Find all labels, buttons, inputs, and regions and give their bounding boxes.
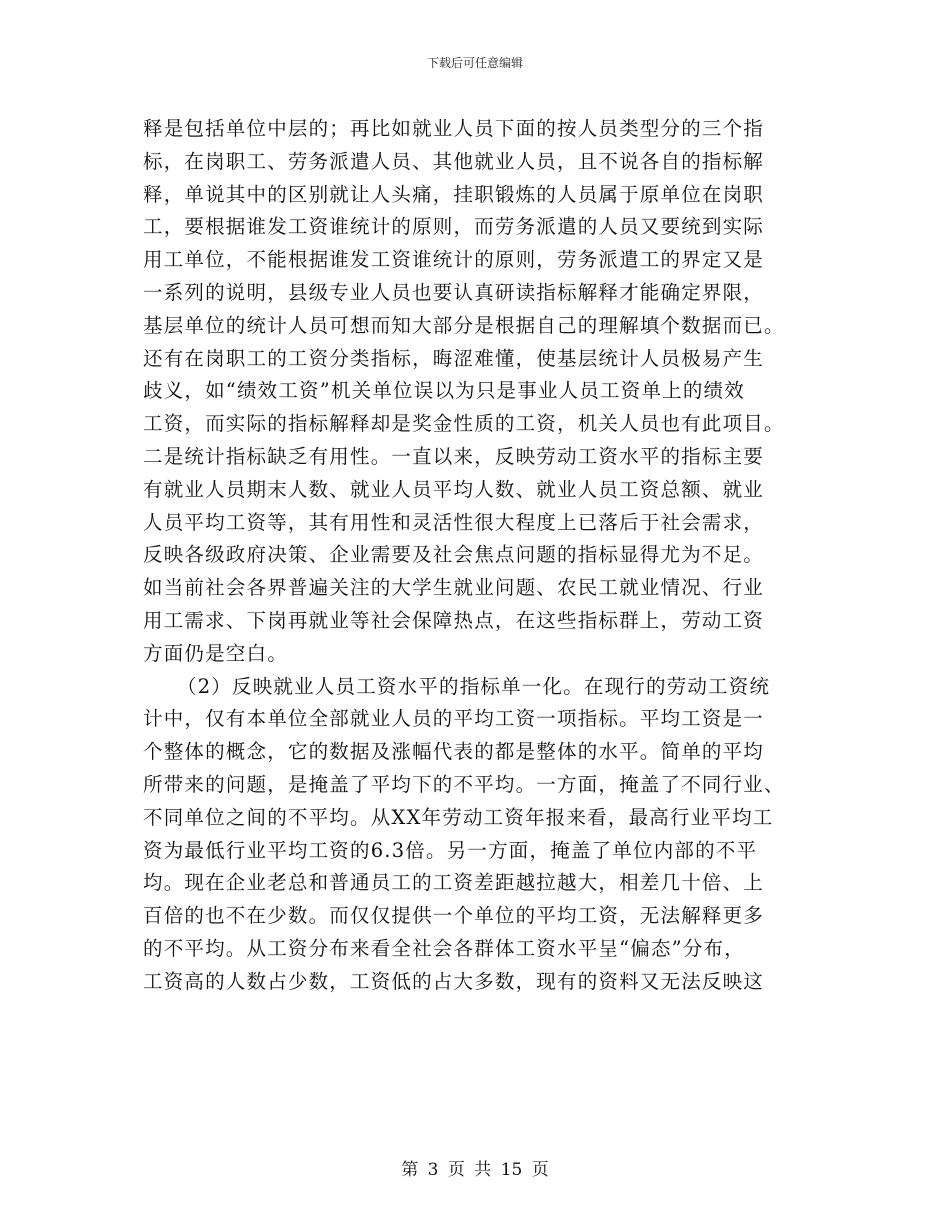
text-line: 释是包括单位中层的；再比如就业人员下面的按人员类型分的三个指: [143, 117, 765, 140]
text-line: 计中，仅有本单位全部就业人员的平均工资一项指标。平均工资是一: [143, 707, 765, 731]
text-line: 均。现在企业老总和普通员工的工资差距越拉越大，相差几十倍、上: [143, 871, 765, 895]
text-line: 所带来的问题，是掩盖了平均下的不平均。一方面，掩盖了不同行业、: [143, 772, 785, 796]
page-number: 第 3 页 共 15 页: [401, 1160, 549, 1180]
text-line: 工资高的人数占少数，工资低的占大多数，现有的资料又无法反映这: [143, 969, 765, 993]
text-line: 方面仍是空白。: [143, 641, 288, 665]
text-line: 资为最低行业平均工资的6.3倍。另一方面，掩盖了单位内部的不平: [143, 838, 758, 862]
text-line: 工，要根据谁发工资谁统计的原则，而劳务派遣的人员又要统到实际: [143, 215, 765, 239]
document-body: [143, 113, 823, 999]
text-line: 标，在岗职工、劳务派遣人员、其他就业人员，且不说各自的指标解: [143, 149, 765, 173]
text-line: 如当前社会各界普遍关注的大学生就业问题、农民工就业情况、行业: [143, 576, 765, 600]
text-line: 不同单位之间的不平均。从XX年劳动工资年报来看，最高行业平均工: [143, 805, 774, 829]
text-line: 工资，而实际的指标解释却是奖金性质的工资，机关人员也有此项目。: [143, 412, 785, 436]
text-line: 百倍的也不在少数。而仅仅提供一个单位的平均工资，无法解释更多: [143, 904, 765, 928]
text-line: 释，单说其中的区别就让人头痛，挂职锻炼的人员属于原单位在岗职: [143, 182, 765, 206]
text-line: 还有在岗职工的工资分类指标，晦涩难懂，使基层统计人员极易产生: [143, 346, 765, 370]
text-line: 个整体的概念，它的数据及涨幅代表的都是整体的水平。简单的平均: [143, 740, 765, 764]
paragraph-start-line: （2）反映就业人员工资水平的指标单一化。在现行的劳动工资统: [177, 674, 771, 698]
text-line: 有就业人员期末人数、就业人员平均人数、就业人员工资总额、就业: [143, 477, 765, 501]
page-header: 下载后可任意编辑: [426, 56, 523, 70]
text-line: 用工需求、下岗再就业等社会保障热点，在这些指标群上，劳动工资: [143, 608, 765, 632]
text-line: 歧义，如“绩效工资”机关单位误以为只是事业人员工资单上的绩效: [143, 379, 745, 403]
text-line: 的不平均。从工资分布来看全社会各群体工资水平呈“偏态”分布，: [143, 936, 745, 960]
text-line: 反映各级政府决策、企业需要及社会焦点问题的指标显得尤为不足。: [143, 543, 765, 567]
text-line: 基层单位的统计人员可想而知大部分是根据自己的理解填个数据而已。: [143, 313, 785, 337]
text-line: 人员平均工资等，其有用性和灵活性很大程度上已落后于社会需求，: [143, 510, 765, 534]
text-line: 用工单位，不能根据谁发工资谁统计的原则，劳务派遣工的界定又是: [143, 248, 765, 272]
text-line: 二是统计指标缺乏有用性。一直以来，反映劳动工资水平的指标主要: [143, 444, 765, 468]
text-line: 一系列的说明，县级专业人员也要认真研读指标解释才能确定界限，: [143, 280, 765, 304]
